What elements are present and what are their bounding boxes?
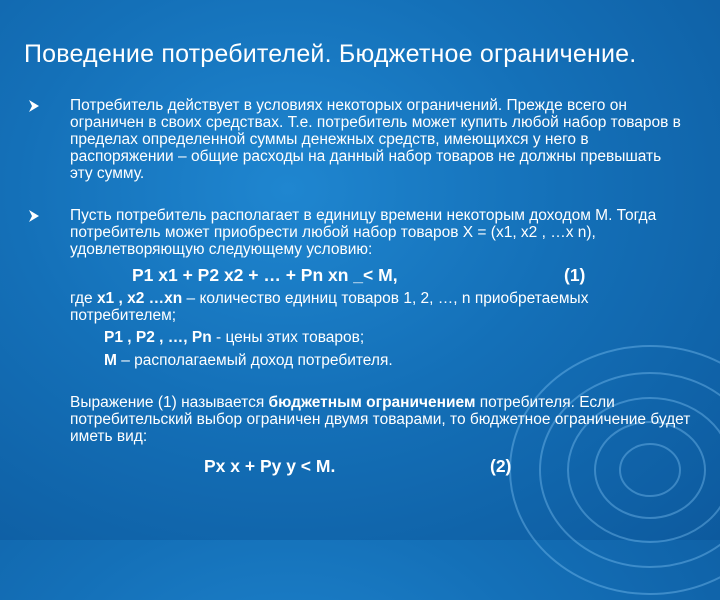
price-variables: P1 , P2 , …, Pn: [104, 329, 212, 346]
budget-constraint-paragraph: [70, 394, 700, 445]
formula-expression: P1 x1 + P2 x2 + … + Pn xn _< M,: [132, 265, 398, 285]
income-description: – располагаемый доход потребителя.: [116, 352, 393, 369]
bullet-item: [22, 97, 682, 182]
formula-number: (1): [564, 265, 586, 285]
slide-title: Поведение потребителей. Бюджетное ограничение.: [24, 40, 637, 68]
variable-definition-prices: [104, 329, 364, 347]
paragraph-before: Выражение (1) называется: [70, 394, 269, 411]
bullet-text: Пусть потребитель располагает в единицу времени некоторым доходом М. Тогда потребитель может приобрести любой набор товаров X = (x1, x2 , …x n), удовлетворяющую следующему условию:: [70, 207, 657, 258]
paragraph-bold-term: бюджетным ограничением: [268, 394, 476, 411]
budget-constraint-formula: [132, 265, 612, 286]
price-description: - цены этих товаров;: [211, 329, 365, 346]
two-goods-formula: [204, 456, 534, 477]
arrowhead-bullet-icon: [26, 98, 42, 114]
quantity-variables: x1 , x2 …xn: [96, 290, 183, 307]
formula-expression: Px x + Py y < M.: [204, 456, 336, 476]
income-variable: М: [104, 352, 117, 369]
where-prefix: где: [70, 290, 97, 307]
paragraph-after: потребителя. Если потребительский выбор ограничен двумя товарами, то бюджетное ограничение будет иметь вид:: [70, 394, 691, 445]
quantity-description: – количество единиц товаров 1, 2, …, n приобретаемых потребителем;: [70, 290, 589, 324]
variable-definition-quantities: [70, 290, 690, 324]
bullet-text: Потребитель действует в условиях некоторых ограничений. Прежде всего он ограничен в своих средствах. Т.е. потребитель может купить любой набор товаров в пределах определенной суммы денежных средств, имеющихся у него в распоряжении – общие расходы на данный набор товаров не должны превышать эту сумму.: [70, 97, 681, 182]
arrowhead-bullet-icon: [26, 208, 42, 224]
variable-definition-income: [104, 352, 393, 370]
bullet-item: [22, 207, 682, 258]
formula-number: (2): [490, 456, 512, 476]
